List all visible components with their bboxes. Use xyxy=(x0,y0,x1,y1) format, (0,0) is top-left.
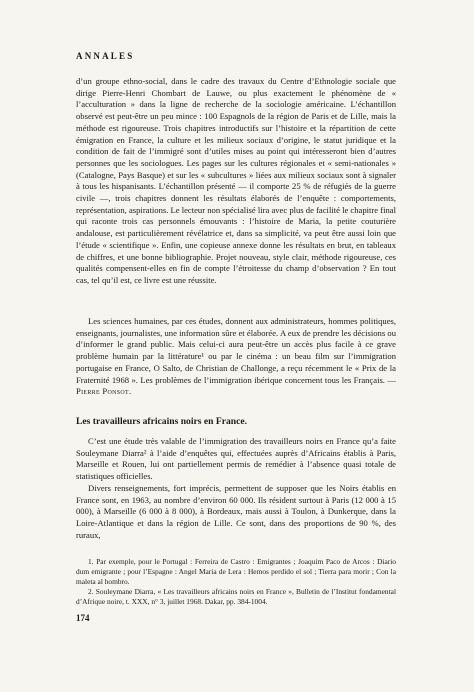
review-body xyxy=(76,436,396,541)
author-signature: Pierre Ponsot. xyxy=(76,386,132,397)
footnote: 1. Par exemple, pour le Portugal : Ferreira de Castro : Emigrantes ; Joaquim Paco de Arcos : Diario dum emigrante ; pour l’Espagne : Angel Maria de Lera : Hemos perdido el sol ; Tierra para morir ; Con la maleta al hombro. xyxy=(76,557,396,586)
paragraph: Les sciences humaines, par ces études, donnent aux administrateurs, hommes politiques, enseignants, journalistes, une information sûre et élaborée. A eux de prendre les décisions ou d’informer le grand public. Mais celui-ci aura peut-être un accès plus facile à ce grave problème humain par la littérature¹ ou par le cinéma : un beau film sur l’immigration portugaise en France, O Salto, de Christian de Challonge, a reçu récemment le « Prix de la Fraternité 1968 ». Les problèmes de l’immigration ibérique concernent tous les Français. — Pierre Ponsot. xyxy=(76,316,396,397)
paragraph: d’un groupe ethno-social, dans le cadre des travaux du Centre d’Ethnologie sociale que dirige Pierre-Henri Chombart de Lauwe, ou plus exactement le phénomène de « l’acculturation » dans la ligne de recherche de la sociologie américaine. L’échantillon observé est peut-être un peu mince : 100 Espagnols de la région de Paris et de Lille, mais la méthode est rigoureuse. Trois chapitres introductifs sur l’histoire et la répartition de cette émigration en France, la culture et les milieux sociaux d’origine, le statut juridique et la condition de fait de l’immigré sont d’utiles mises au point qui intéresseront bien d’autres personnes que les sociologues. Les pages sur les cultures régionales et « semi-nationales » (Catalogne, Pays Basque) et sur les « subcultures » liées aux milieux sociaux sont à signaler à tous les hispanisants. L’échantillon présenté — il comporte 25 % de réfugiés de la guerre civile —, trois chapitres donnent les résultats élaborés de l’enquête : comportements, représentation, aspirations. Le lecteur non spécialisé lira avec plus de facilité le chapitre final qui raconte trois cas personnels émouvants : l’histoire de Maria, la petite couturière andalouse, est particulièrement révélatrice et, dans sa simplicité, va peut être aussi loin que l’étude « scientifique ». Enfin, une copieuse annexe donne les résultats en brut, en tableaux de chiffres, et une bonne bibliographie. Projet nouveau, style clair, méthode rigoureuse, ces qualités compensent-elles en fin de compte l’étroitesse du champ d’observation ? En tout cas, tel qu’il est, ce livre est une réussite. xyxy=(76,76,396,285)
section-heading: Les travailleurs africains noirs en France. xyxy=(76,416,248,427)
paragraph: C’est une étude très valable de l’immigration des travailleurs noirs en France qu’a faite Souleymane Diarra² à l’aide d’enquêtes qui, effectuées auprès d’Africains établis à Paris, Marseille et Rouen, lui ont partiellement permis de remédier à l’absence quasi totale de statistiques officielles. xyxy=(76,436,396,482)
page-number: 174 xyxy=(76,613,90,623)
footnotes xyxy=(76,557,396,608)
footnote: 2. Souleymane Diarra, « Les travailleurs africains noirs en France », Bulletin de l’Institut fondamental d’Afrique noire, t. XXX, n° 3, juillet 1968. Dakar, pp. 384-1004. xyxy=(76,587,396,607)
review-conclusion xyxy=(76,316,396,398)
review-body-continued xyxy=(76,76,396,287)
paragraph-text: Les sciences humaines, par ces études, donnent aux administrateurs, hommes politiques, enseignants, journalistes, une information sûre et élaborée. A eux de prendre les décisions ou d’informer le grand public. Mais celui-ci aura peut-être un accès plus facile à ce grave problème humain par la littérature¹ ou par le cinéma : un beau film sur l’immigration portugaise en France, O Salto, de Christian de Challonge, a reçu récemment le « Prix de la Fraternité 1968 ». Les problèmes de l’immigration ibérique concernent tous les Français. xyxy=(76,316,396,385)
running-head: ANNALES xyxy=(76,51,135,61)
paragraph: Divers renseignements, fort imprécis, permettent de supposer que les Noirs établis en France sont, en 1963, au nombre d’environ 60 000. Ils résident surtout à Paris (12 000 à 15 000), à Marseille (6 000 à 8 000), à Bordeaux, mais aussi à Toulon, à Dunkerque, dans la Loire-Atlantique et dans la région de Lille. Ce sont, dans des proportions de 90 %, des ruraux, xyxy=(76,482,396,540)
